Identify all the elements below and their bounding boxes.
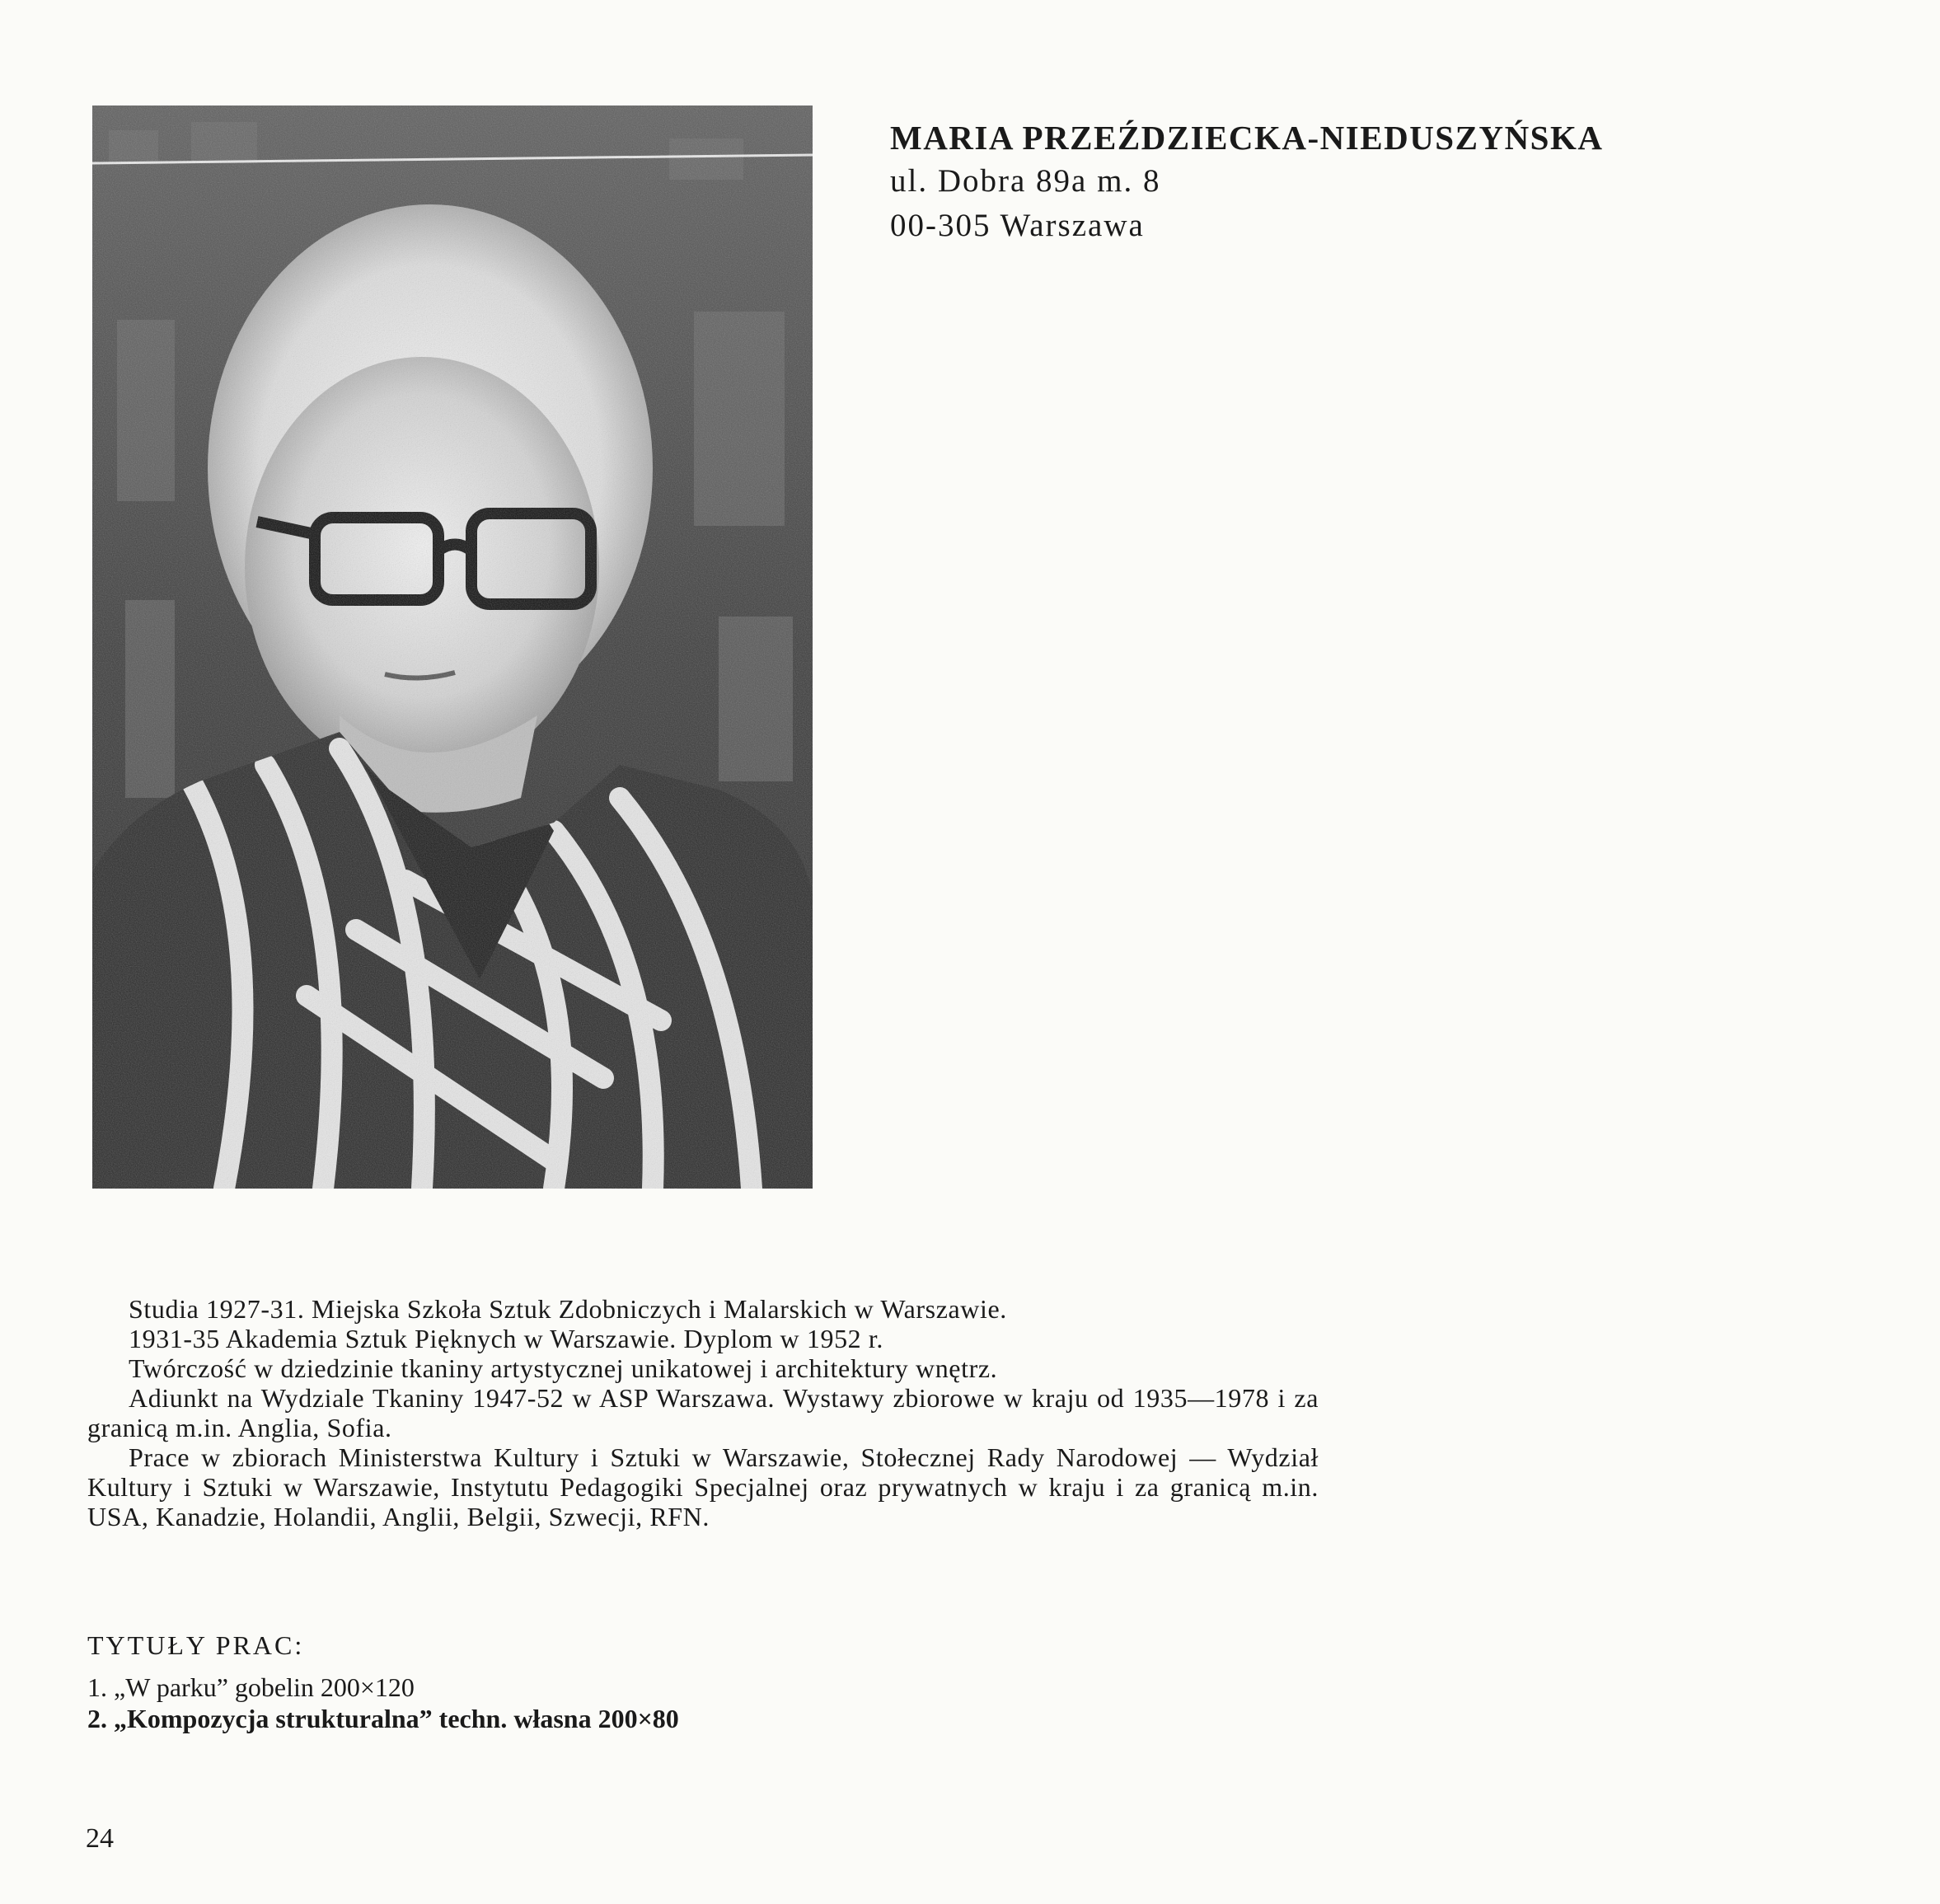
page-number: 24: [86, 1823, 114, 1854]
bio-paragraph: 1931-35 Akademia Sztuk Pięknych w Warszawie. Dyplom w 1952 r.: [129, 1324, 883, 1353]
biography: [87, 1294, 1319, 1531]
portrait-photo: [92, 106, 813, 1189]
work-item: 1. „W parku” gobelin 200×120: [87, 1672, 415, 1702]
address-city: 00-305 Warszawa: [890, 208, 1145, 244]
work-item: 2. „Kompozycja strukturalna” techn. własna 200×80: [87, 1704, 679, 1733]
works-heading: TYTUŁY PRAC:: [87, 1630, 305, 1660]
bio-paragraph: Adiunkt na Wydziale Tkaniny 1947-52 w ASP Warszawa. Wystawy zbiorowe w kraju od 1935—1978 i za granicą m.in. Anglia, Sofia.: [87, 1383, 1319, 1442]
bio-paragraph: Studia 1927-31. Miejska Szkoła Sztuk Zdobniczych i Malarskich w Warszawie.: [129, 1294, 1007, 1324]
address-street: ul. Dobra 89a m. 8: [890, 163, 1161, 199]
bio-paragraph: Twórczość w dziedzinie tkaniny artystycznej unikatowej i architektury wnętrz.: [129, 1353, 998, 1383]
bio-paragraph: Prace w zbiorach Ministerstwa Kultury i Sztuki w Warszawie, Stołecznej Rady Narodowej — Wydział Kultury i Sztuki w Warszawie, Instytutu Pedagogiki Specjalnej oraz prywatnych w kraju i za granicą m.in. USA, Kanadzie, Holandii, Anglii, Belgii, Szwecji, RFN.: [87, 1442, 1319, 1531]
works-list: [87, 1672, 679, 1734]
artist-header: [890, 117, 1863, 248]
artist-name: MARIA PRZEŹDZIECKA-NIEDUSZYŃSKA: [890, 119, 1604, 157]
portrait-photo-icon: [92, 106, 813, 1189]
